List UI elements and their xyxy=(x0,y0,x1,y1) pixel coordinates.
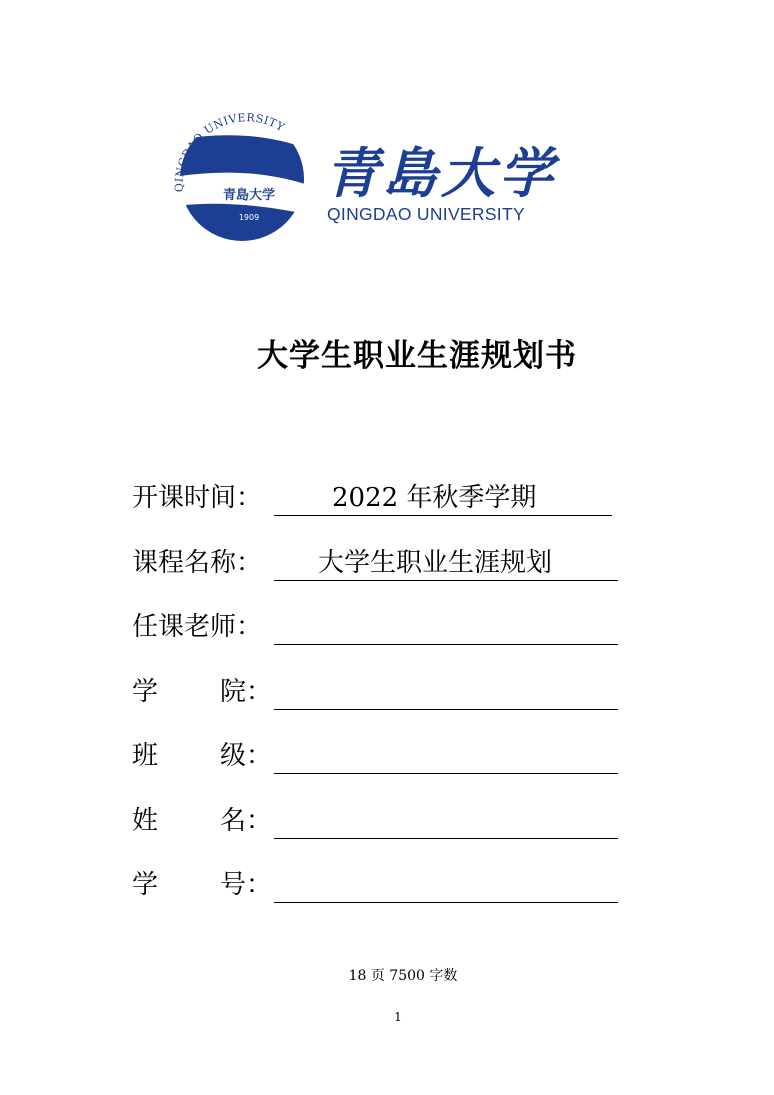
college-field xyxy=(274,676,618,710)
course-name-label: 课程名称： xyxy=(132,547,263,578)
form-row-course-name xyxy=(132,543,622,608)
college-label: 学 院： xyxy=(132,676,273,707)
emblem-chinese-text: 青島大学 xyxy=(222,188,276,203)
emblem-ring-text: QINGDAO UNIVERSITY xyxy=(172,112,287,193)
form-row-name xyxy=(132,801,622,866)
student-id-field xyxy=(274,869,618,903)
course-time-field xyxy=(274,482,612,516)
form-row-student-id xyxy=(132,865,622,930)
university-logo xyxy=(165,112,585,242)
name-field xyxy=(274,805,618,839)
form-row-teacher xyxy=(132,607,622,672)
student-id-label: 学 号： xyxy=(132,870,273,900)
page-word-count: 18 页 7500 字数 xyxy=(348,968,458,984)
class-label: 班 级： xyxy=(132,741,273,771)
form-row-class xyxy=(132,736,622,801)
cover-info-form xyxy=(132,478,622,930)
course-name-field xyxy=(274,547,618,581)
teacher-field xyxy=(274,611,618,645)
page-number: 1 xyxy=(394,1010,402,1024)
name-label: 姓 名： xyxy=(132,805,273,836)
class-field xyxy=(274,740,618,774)
course-name-value: 大学生职业生涯规划 xyxy=(318,547,553,578)
course-time-value: 2022 年秋季学期 xyxy=(332,483,537,513)
emblem-year: 1909 xyxy=(238,213,260,222)
document-title: 大学生职业生涯规划书 xyxy=(257,338,577,374)
teacher-label: 任课老师： xyxy=(132,612,263,642)
course-time-label: 开课时间： xyxy=(132,483,263,513)
university-emblem xyxy=(165,112,305,242)
form-row-course-time xyxy=(132,478,622,543)
form-row-college xyxy=(132,672,622,737)
wordmark-chinese: 青島大学 xyxy=(325,142,557,205)
wordmark-english: QINGDAO UNIVERSITY xyxy=(327,204,525,224)
